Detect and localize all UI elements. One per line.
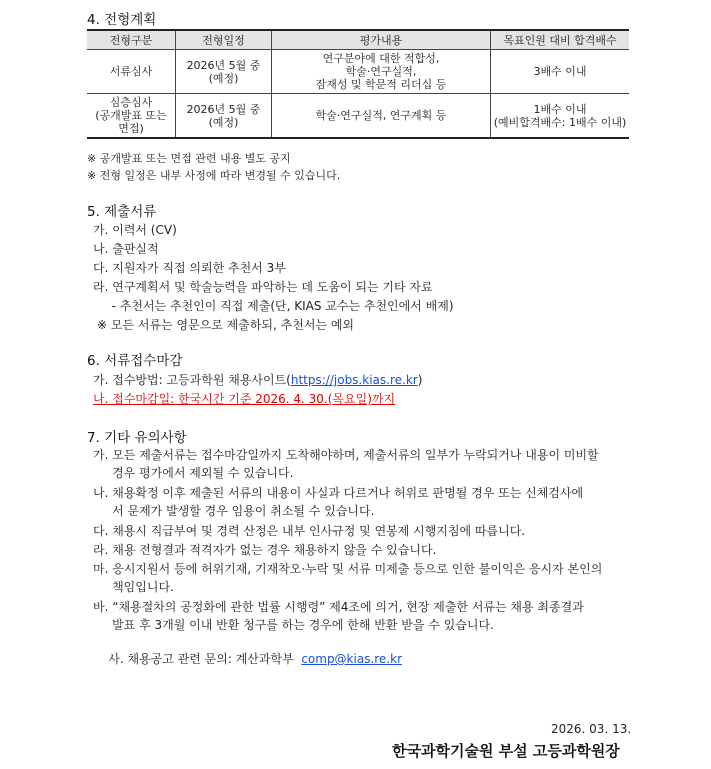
list-item: 바. “채용절차의 공정화에 관한 법률 시행령” 제4조에 의거, 현장 제출한 서류는 채용 최종결과 발표 후 3개월 이내 반환 청구를 하는 경우에 한해 반환 받을 수 있습니다.: [93, 600, 584, 632]
list-item: 가. 모든 제출서류는 접수마감일까지 도착해야하며, 제출서류의 일부가 누락되거나 내용이 미비할 경우 평가에서 제외될 수 있습니다.: [93, 448, 599, 480]
table-header-row: [87, 30, 629, 50]
list-item: [93, 371, 422, 388]
table-cell: 2026년 5월 중 (예정): [176, 94, 272, 139]
note: ※ 전형 일정은 내부 사정에 따라 변경될 수 있습니다.: [87, 169, 341, 182]
table-cell: 2026년 5월 중 (예정): [176, 50, 272, 94]
method-prefix: 가. 접수방법: 고등과학원 채용사이트(: [93, 373, 291, 387]
list-item: 가. 이력서 (CV): [93, 223, 177, 237]
table-cell: 서류심사: [87, 50, 176, 94]
list-item: 나. 채용확정 이후 제출된 서류의 내용이 사실과 다르거나 허위로 판명될 경우 또는 신체검사에 서 문제가 발생할 경우 임용이 취소될 수 있습니다.: [93, 486, 584, 518]
list-item: 라. 연구계획서 및 학술능력을 파악하는 데 도움이 되는 기타 자료: [93, 280, 433, 294]
table-header: 평가내용: [272, 30, 491, 50]
issuer-name: 한국과학기술원 부설 고등과학원장: [392, 742, 620, 760]
method-suffix: ): [417, 373, 423, 387]
list-item: [93, 636, 402, 681]
table-row: [87, 94, 629, 139]
table-cell: 연구분야에 대한 적합성, 학술·연구실적, 잠재성 및 학문적 리더십 등: [272, 50, 491, 94]
section-5-title: 5. 제출서류: [87, 204, 157, 220]
table-row: [87, 50, 629, 94]
list-item: ※ 모든 서류는 영문으로 제출하되, 추천서는 예외: [97, 318, 355, 332]
jobs-site-link[interactable]: https://jobs.kias.re.kr: [290, 373, 418, 387]
table-cell: 3배수 이내: [491, 50, 630, 94]
table-header: 전형구분: [87, 30, 176, 50]
issue-date: 2026. 03. 13.: [551, 722, 632, 736]
table-header: 목표인원 대비 합격배수: [491, 30, 630, 50]
list-item: 나. 출판실적: [93, 242, 159, 256]
list-item: 다. 지원자가 직접 의뢰한 추천서 3부: [93, 261, 286, 275]
table-header: 전형일정: [176, 30, 272, 50]
list-item: - 추천서는 추천인이 직접 제출(단, KIAS 교수는 추천인에서 배제): [104, 299, 454, 313]
list-item: 마. 응시지원서 등에 허위기재, 기재착오·누락 및 서류 미제출 등으로 인한 불이익은 응시자 본인의 책임입니다.: [93, 562, 603, 594]
table-cell: 1배수 이내 (예비합격배수: 1배수 이내): [491, 94, 630, 139]
table-cell: 심층심사 (공개발표 또는 면접): [87, 94, 176, 139]
schedule-table: [87, 29, 629, 139]
section-4-title: 4. 전형계획: [87, 12, 157, 28]
contact-prefix: 사. 채용공고 관련 문의: 계산과학부: [108, 652, 302, 666]
list-item: 다. 채용시 직급부여 및 경력 산정은 내부 인사규정 및 연봉제 시행지침에 따릅니다.: [93, 524, 526, 538]
section-6-title: 6. 서류접수마감: [87, 353, 183, 369]
table-cell: 학술·연구실적, 연구계획 등: [272, 94, 491, 139]
deadline-text: 나. 접수마감일: 한국시간 기준 2026. 4. 30.(목요일)까지: [93, 392, 396, 406]
note: ※ 공개발표 또는 면접 관련 내용 별도 공지: [87, 152, 291, 165]
contact-email-link[interactable]: comp@kias.re.kr: [301, 652, 403, 666]
list-item: 라. 채용 전형결과 적격자가 없는 경우 채용하지 않을 수 있습니다.: [93, 543, 437, 557]
section-7-title: 7. 기타 유의사항: [87, 430, 187, 446]
